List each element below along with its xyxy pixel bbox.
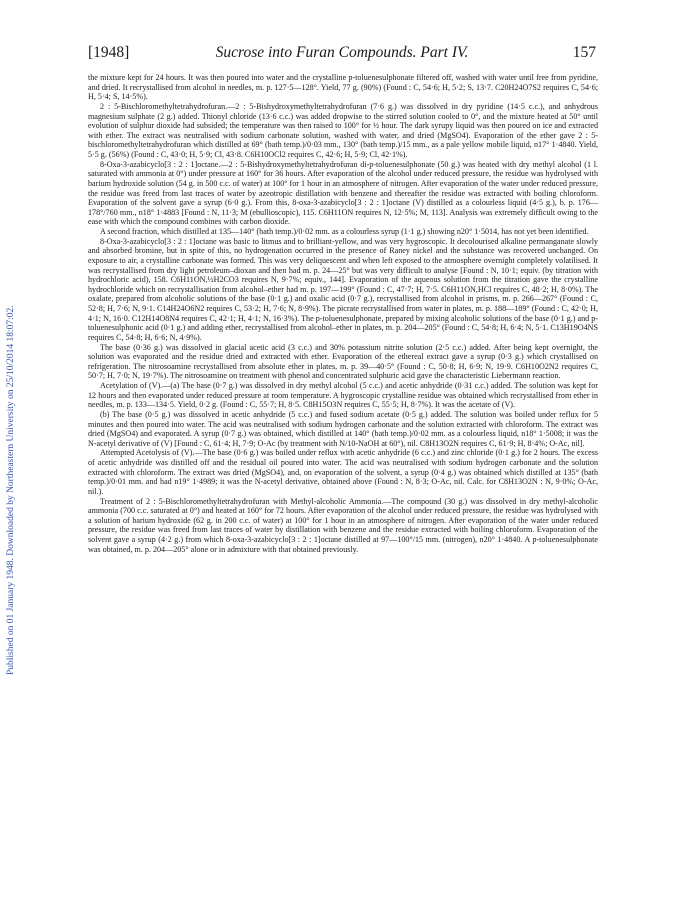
paragraph: Attempted Acetolysis of (V).—The base (0·6 g.) was boiled under reflux with acetic anhydride (6 c.c.) and zinc chloride (0·1 g.) for 2 hours. The excess of acetic anhydride was distilled off and the residual oil poured into water. The acid was neutralised with sodium hydrogen carbonate and the solution extracted with chloroform. The extract was dried (MgSO4), and, on evaporation of the solvent, a syrup (0·4 g.) was obtained which distilled at 135° (bath temp.)/0·01 mm. and had n19° 1·4989; it was the N-acetyl derivative, obtained above (Found : N, 8·3; O-Ac, nil. Calc. for C8H13O2N : N, 9·0%; O-Ac, nil.). (88, 448, 598, 496)
paragraph: the mixture kept for 24 hours. It was then poured into water and the crystalline p-toluenesulphonate filtered off, washed with water until free from pyridine, and dried. It recrystallised from alcohol in needles, m. p. 127·5—128°. Yield, 77 g. (90%) (Found : C, 54·6; H, 5·2; S, 13·7. C20H24O7S2 requires C, 54·6; H, 5·4; S, 14·5%). (88, 73, 598, 102)
paragraph: A second fraction, which distilled at 135—140° (bath temp.)/0·02 mm. as a colourless syrup (1·1 g.) showing n20° 1·5014, has not yet been identified. (100, 227, 589, 236)
paragraph: 8-Oxa-3-azabicyclo[3 : 2 : 1]octane was basic to litmus and to brilliant-yellow, and was very hygroscopic. It decolourised alkaline permanganate slowly and absorbed bromine, but in spite of this, no hydrogenation occurred in the presence of Raney nickel and the substance was recovered unchanged. On exposure to air, a crystalline carbonate was formed. This was very deliquescent and when left exposed to the atmosphere overnight completely volatilised. It was recrystallised from dry light petroleum–dioxan and then had m. p. 24—25° but was very difficult to analyse [Found : N, 10·1; equiv. (by titration with hydrochloric acid), 158. C6H11ON,½H2CO3 requires N, 9·7%; equiv., 144]. Evaporation of the aqueous solution from the titration gave the crystalline hydrochloride which on recrystallisation from alcohol–ether had m. p. 197—199° (Found : C, 47·7; H, 7·5. C6H11ON,HCl requires C, 48·2; H, 8·0%). The oxalate, prepared from alcoholic solutions of the base (0·1 g.) and oxalic acid (0·7 g.), recrystallised from alcohol in prisms, m. p. 266—267° (Found : C, 52·8; H, 7·6; N, 9·1. C14H24O6N2 requires C, 53·2; H, 7·6; N, 8·9%). The picrate recrystallised from water in plates, m. p. 188—189° (Found : C, 42·0; H, 4·1; N, 16·0. C12H14O8N4 requires C, 42·1; H, 4·1; N, 16·3%). The p-toluenesulphonate, prepared by mixing alcoholic solutions of the base (0·1 g.) and p-toluenesulphonic acid (0·1 g.) and adding ether, recrystallised from alcohol–ether in plates, m. p. 204—205° (Found : C, 54·8; H, 6·4; N, 5·1. C13H19O4NS requires C, 54·8; H, 6·6; N, 4·9%). (88, 236, 598, 342)
paragraph: 8-Oxa-3-azabicyclo[3 : 2 : 1]octane.—2 : 5-Bishydroxymethyltetrahydrofuran di-p-toluenesulphonate (50 g.) was heated with dry methyl alcohol (1 l. saturated with ammonia at 0°) under pressure at 160° for 36 hours. After evaporation of the alcohol under reduced pressure, the residue was hydrolysed with barium hydroxide solution (54 g. in 500 c.c. of water) at 100° for 1 hour in an atmosphere of nitrogen. After evaporation of the water under reduced pressure, the residue was freed from last traces of water by azeotropic distillation with benzene and thereafter the residue was extracted with boiling chloroform. Evaporation of the solvent gave a syrup (6·0 g.). From this, 8-oxa-3-azabicyclo[3 : 2 : 1]octane (V) distilled as a colourless liquid (4·5 g.), b. p. 176—178°/760 mm., n18° 1·4883 [Found : N, 11·3; M (ebullioscopic), 115. C6H11ON requires N, 12·5%; M, 113]. Analysis was extremely difficult owing to the ease with which the compound combines with carbon dioxide. (88, 159, 598, 227)
page-number: 157 (572, 44, 596, 61)
running-header (88, 44, 596, 66)
paragraph: 2 : 5-Bischloromethyltetrahydrofuran.—2 : 5-Bishydroxymethyltetrahydrofuran (7·6 g.) was dissolved in dry pyridine (14·5 c.c.), and anhydrous magnesium sulphate (2 g.) added. Thionyl chloride (13·6 c.c.) was added dropwise to the stirred solution cooled to 0°, and the mixture heated at 50° until evolution of sulphur dioxide had subsided; the temperature was then raised to 100° for ½ hour. The dark syrupy liquid was then poured on ice and extracted with ether. The extract was neutralised with sodium carbonate solution, washed with water, and dried (MgSO4). Evaporation of the ether gave 2 : 5-bischloromethyltetrahydrofuran which distilled at 69° (bath temp.)/0·03 mm., 130° (bath temp.)/15 mm., as a pale yellow mobile liquid, n17° 1·4840. Yield, 5·5 g. (56%) (Found : C, 43·0; H, 5·9; Cl, 43·8. C6H10OCl2 requires C, 42·6; H, 5·9; Cl, 42·1%). (88, 101, 598, 159)
paragraph: The base (0·36 g.) was dissolved in glacial acetic acid (3 c.c.) and 30% potassium nitrite solution (2·5 c.c.) added. After being kept overnight, the solution was evaporated and the residue dried and extracted with ether. Evaporation of the ethereal extract gave a syrup (0·3 g.) which crystallised on refrigeration. The nitrosoamine recrystallised from absolute ether in plates, m. p. 39—40·5° (Found : C, 50·8; H, 6·9; N, 19·9. C6H10O2N2 requires C, 50·7; H, 7·0; N, 19·7%). The nitrosoamine on treatment with phenol and concentrated sulphuric acid gave the characteristic Liebermann reaction. (88, 342, 598, 381)
paragraph: Acetylation of (V).—(a) The base (0·7 g.) was dissolved in dry methyl alcohol (5 c.c.) and acetic anhydride (0·31 c.c.) added. The solution was kept for 12 hours and then evaporated under reduced pressure at room temperature. A hygroscopic crystalline residue was obtained which recrystallised from ether in needles, m. p. 133—134·5. Yield, 0·2 g. (Found : C, 55·7; H, 8·5. C8H15O3N requires C, 55·5; H, 8·7%). It was the acetate of (V). (88, 381, 598, 410)
header-year: [1948] (88, 44, 130, 61)
download-watermark: Published on 01 January 1948. Downloaded by Northeastern University on 25/10/2014 18:07:02. (6, 305, 16, 675)
paragraph: (b) The base (0·5 g.) was dissolved in acetic anhydride (5 c.c.) and fused sodium acetate (0·5 g.) added. The solution was boiled under reflux for 5 minutes and then poured into water. The acid was neutralised with sodium hydrogen carbonate and the solution extracted with chloroform. The extract was dried (MgSO4) and evaporated. A syrup (0·7 g.) was obtained, which distilled at 140° (bath temp.)/0·02 mm. as a colourless liquid, n18° 1·5008; it was the N-acetyl derivative of (V) [Found : C, 61·4; H, 7·9; O-Ac (by treatment with N/10-NaOH at 60°), nil. C8H13O2N requires C, 61·9; H, 8·4%; O-Ac, nil]. (88, 409, 598, 448)
header-title: Sucrose into Furan Compounds. Part IV. (215, 44, 469, 61)
paragraph: Treatment of 2 : 5-Bischloromethyltetrahydrofuran with Methyl-alcoholic Ammonia.—The compound (30 g.) was dissolved in dry methyl-alcoholic ammonia (700 c.c. saturated at 0°) and heated at 160° for 72 hours. After evaporation of the alcohol under reduced pressure, the residue was hydrolysed with a solution of barium hydroxide (62 g. in 200 c.c. of water) at 100° for 1 hour in an atmosphere of nitrogen. After evaporation of the water under reduced pressure, the residue was freed from last traces of water by distillation with benzene and the residue extracted with boiling chloroform. Evaporation of the solvent gave a syrup (4·2 g.) from which 8-oxa-3-azabicyclo[3 : 2 : 1]octane distilled at 97—100°/15 mm. (nitrogen), n20° 1·4840. A p-toluenesulphonate was obtained, m. p. 204—205° alone or in admixture with that obtained previously. (88, 496, 598, 554)
article-body (88, 73, 598, 843)
